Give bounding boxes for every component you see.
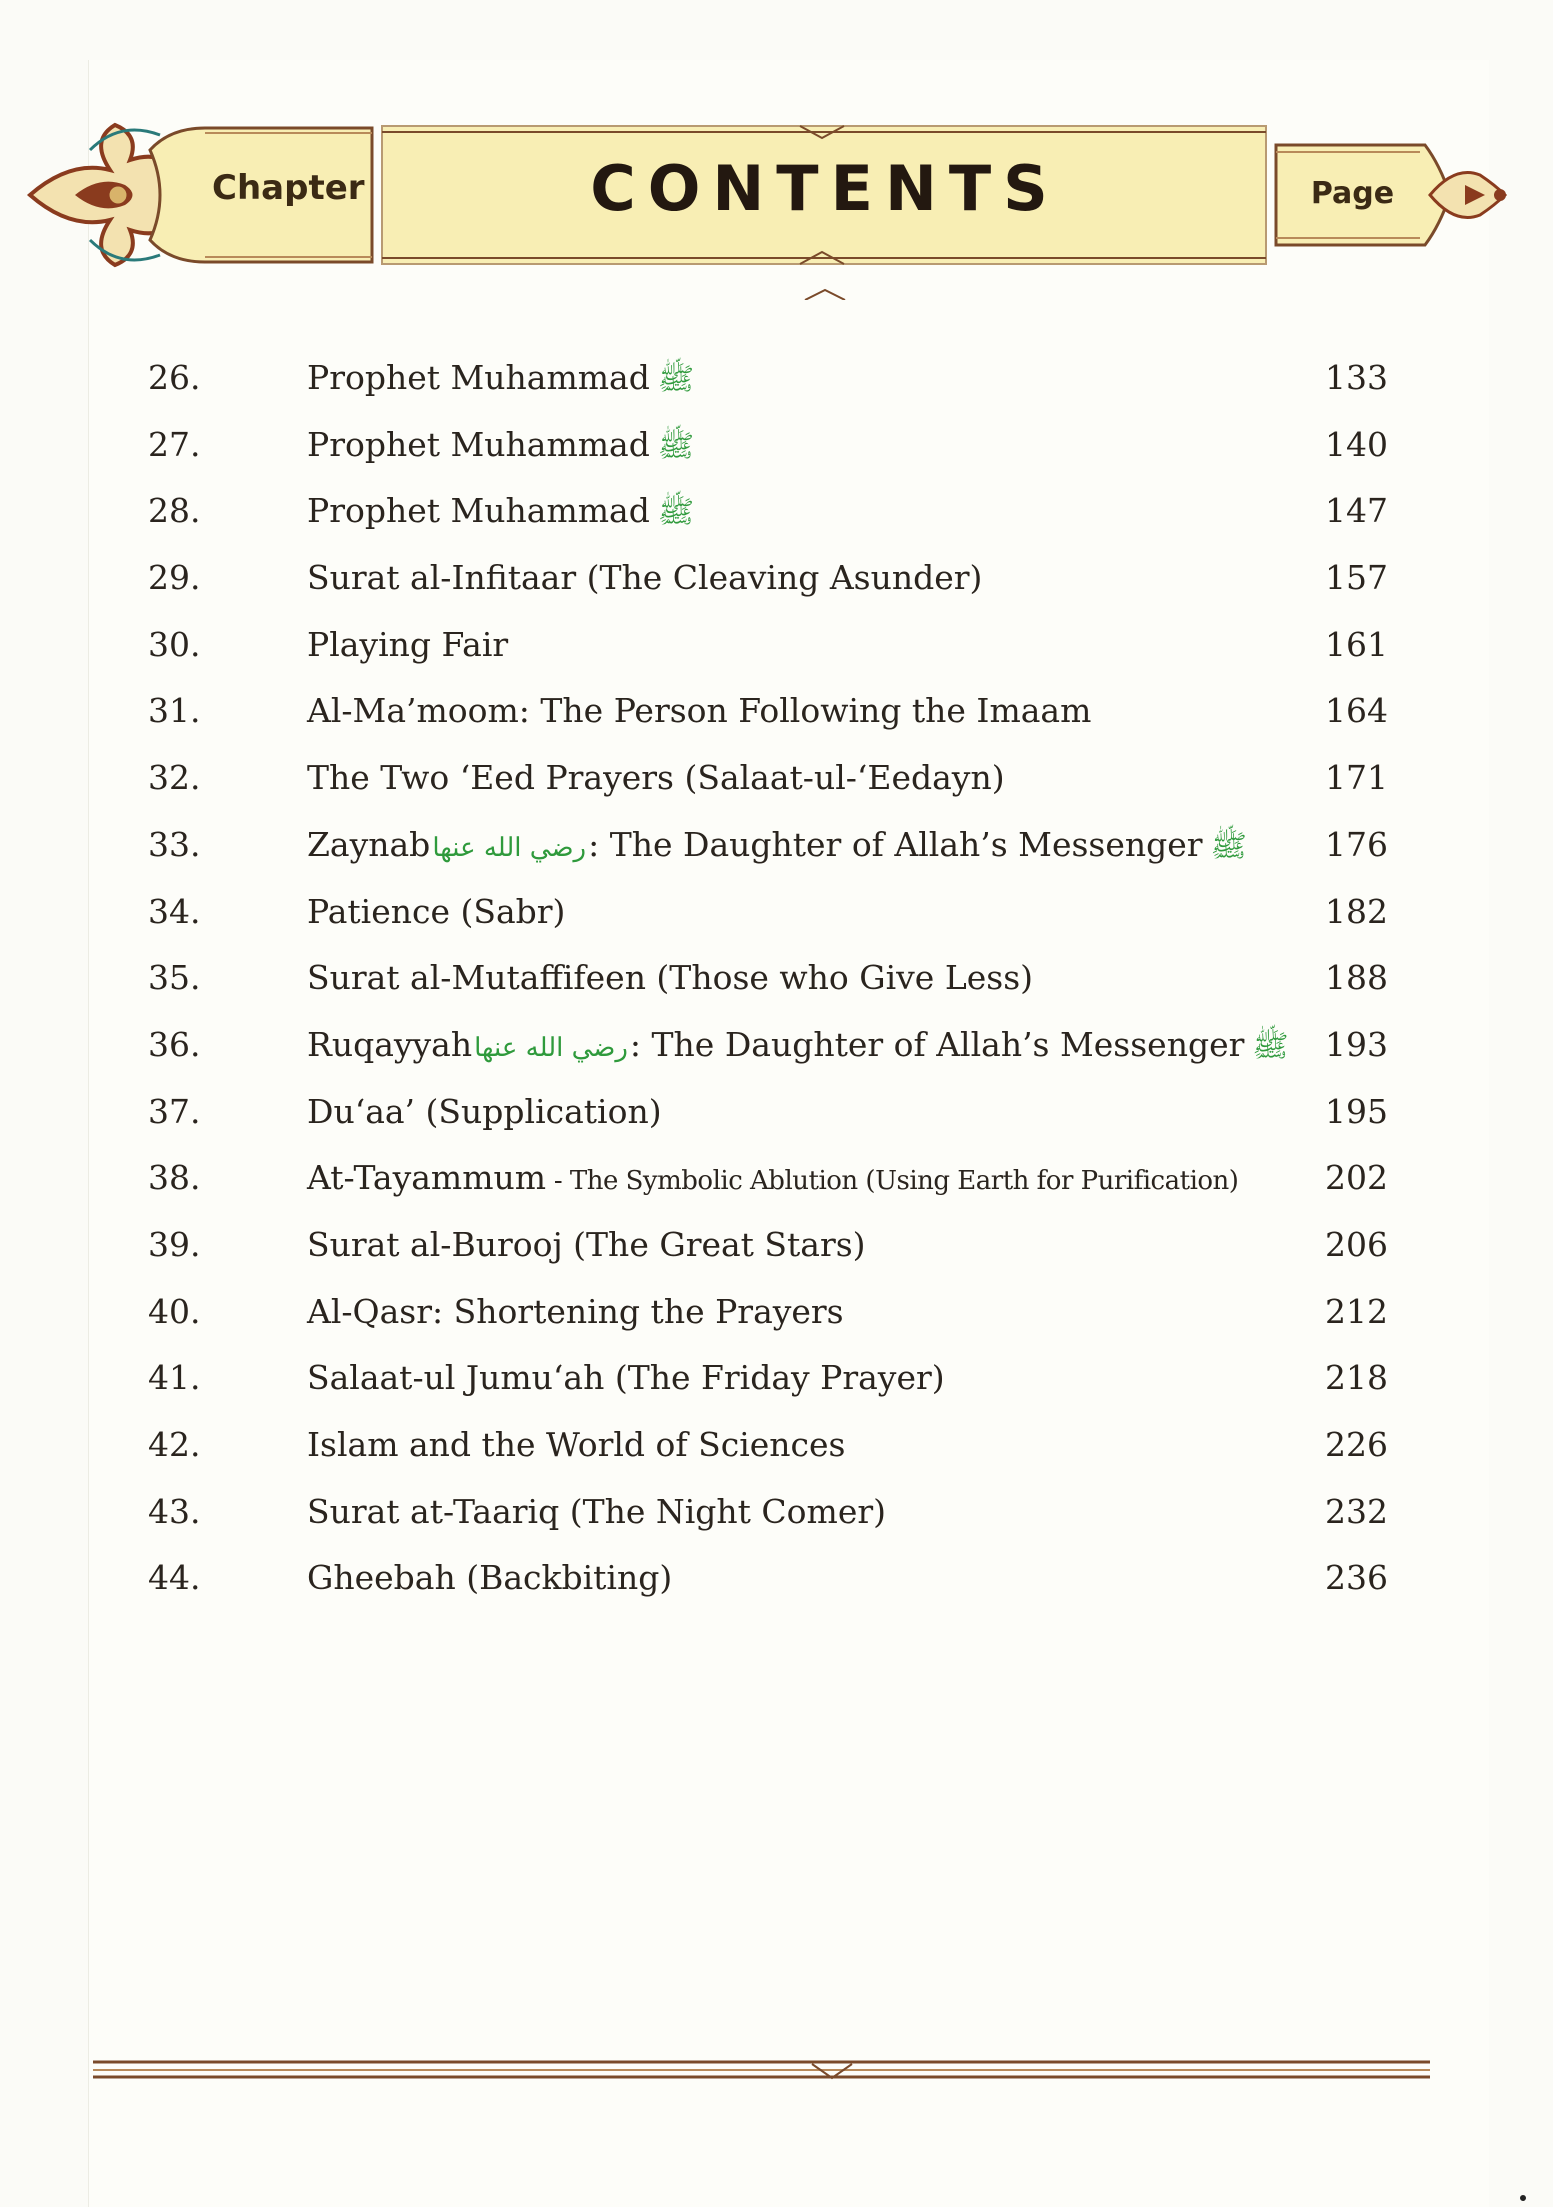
chapter-number: 41.: [148, 1358, 201, 1398]
toc-entry[interactable]: [0, 812, 1553, 879]
page-number: 202: [1325, 1158, 1388, 1198]
chapter-title: Zaynabرضي الله عنها: The Daughter of Allah’s Messenger ﷺ: [307, 812, 1247, 882]
chapter-title: Islam and the World of Sciences: [307, 1425, 846, 1464]
chapter-number: 29.: [148, 558, 201, 598]
chapter-title: Salaat-ul Jumu‘ah (The Friday Prayer): [307, 1358, 945, 1398]
page-number: 157: [1325, 558, 1388, 598]
chapter-number: 39.: [148, 1224, 201, 1264]
calligraphy-honorific-icon: ﷺ: [657, 428, 695, 464]
chapter-column-label: Chapter: [212, 168, 365, 208]
chapter-title: Ruqayyahرضي الله عنها: The Daughter of Allah’s Messenger ﷺ: [307, 1012, 1289, 1082]
chapter-number: 27.: [148, 424, 201, 464]
toc-entry[interactable]: [0, 879, 1553, 946]
bottom-divider: [0, 2050, 1553, 2090]
page-number: 232: [1325, 1491, 1388, 1531]
toc-list: [0, 345, 1553, 1612]
chapter-title: Prophet Muhammad ﷺ: [307, 345, 694, 414]
page-number: 140: [1325, 424, 1388, 464]
page-title: CONTENTS: [590, 152, 1060, 225]
toc-entry[interactable]: [0, 945, 1553, 1012]
chapter-title: Surat at-Taariq (The Night Comer): [307, 1491, 887, 1531]
page-column-label: Page: [1310, 176, 1395, 211]
toc-entry[interactable]: [0, 1279, 1553, 1346]
page-number: 188: [1325, 958, 1388, 998]
page-number: 195: [1325, 1091, 1388, 1131]
chapter-number: 42.: [148, 1425, 201, 1464]
chapter-title: At-Tayammum - The Symbolic Ablution (Using Earth for Purification): [307, 1158, 1239, 1198]
calligraphy-honorific-icon: ﷺ: [1210, 828, 1247, 864]
toc-entry[interactable]: [0, 678, 1553, 745]
chapter-subtitle: - The Symbolic Ablution (Using Earth for Purification): [546, 1166, 1239, 1197]
contents-header: [0, 0, 1553, 300]
page-number: 206: [1325, 1224, 1388, 1264]
chapter-number: 26.: [148, 358, 201, 397]
chapter-title: Surat al-Mutaffifeen (Those who Give Less): [307, 958, 1034, 998]
toc-entry[interactable]: [0, 1345, 1553, 1412]
chapter-number: 40.: [148, 1291, 201, 1331]
chapter-number: 28.: [148, 491, 201, 531]
chapter-number: 30.: [148, 624, 201, 664]
toc-entry[interactable]: [0, 1212, 1553, 1279]
chapter-title: The Two ‘Eed Prayers (Salaat-ul-‘Eedayn): [307, 758, 1005, 798]
chapter-number: 35.: [148, 958, 201, 998]
chapter-number: 37.: [148, 1091, 201, 1131]
toc-entry[interactable]: [0, 612, 1553, 679]
chapter-title: Du‘aa’ (Supplication): [307, 1091, 662, 1131]
toc-entry[interactable]: [0, 545, 1553, 612]
toc-entry[interactable]: [0, 1012, 1553, 1079]
toc-entry[interactable]: [0, 1545, 1553, 1612]
chapter-title: Prophet Muhammad ﷺ: [307, 478, 694, 547]
calligraphy-honorific-icon: رضي الله عنها: [432, 832, 587, 863]
chapter-number: 33.: [148, 824, 201, 864]
page-number: 164: [1325, 691, 1388, 731]
chapter-title: Surat al-Burooj (The Great Stars): [307, 1224, 866, 1264]
page-number: 147: [1325, 491, 1388, 531]
toc-entry[interactable]: [0, 345, 1553, 412]
page-number: 226: [1325, 1425, 1388, 1464]
toc-entry[interactable]: [0, 1145, 1553, 1212]
header-ornament: [0, 0, 1553, 300]
corner-mark: [1520, 2195, 1526, 2201]
chapter-title: Playing Fair: [307, 624, 509, 664]
toc-entry[interactable]: [0, 478, 1553, 545]
page-number: 182: [1325, 891, 1388, 931]
chapter-number: 36.: [148, 1024, 201, 1064]
calligraphy-honorific-icon: ﷺ: [1252, 1028, 1289, 1064]
toc-entry[interactable]: [0, 1479, 1553, 1546]
page-number: 161: [1325, 624, 1388, 664]
chapter-number: 31.: [148, 691, 201, 731]
chapter-number: 44.: [148, 1558, 201, 1598]
calligraphy-honorific-icon: ﷺ: [657, 495, 695, 531]
page-number: 176: [1325, 824, 1388, 864]
page-number: 218: [1325, 1358, 1388, 1398]
page-number: 212: [1325, 1291, 1388, 1331]
chapter-title: Al-Ma’moom: The Person Following the Imaam: [307, 691, 1092, 731]
page-number: 171: [1325, 758, 1388, 798]
page-number: 133: [1325, 358, 1388, 397]
chapter-title: Surat al-Infitaar (The Cleaving Asunder): [307, 558, 983, 598]
chapter-title: Al-Qasr: Shortening the Prayers: [307, 1291, 844, 1331]
toc-entry[interactable]: [0, 412, 1553, 479]
chapter-number: 34.: [148, 891, 201, 931]
calligraphy-honorific-icon: رضي الله عنها: [474, 1032, 628, 1063]
chapter-number: 32.: [148, 758, 201, 798]
calligraphy-honorific-icon: ﷺ: [657, 362, 695, 397]
page-number: 236: [1325, 1558, 1388, 1598]
chapter-title: Gheebah (Backbiting): [307, 1558, 673, 1598]
chapter-title: Prophet Muhammad ﷺ: [307, 412, 694, 481]
toc-entry[interactable]: [0, 1412, 1553, 1479]
chapter-number: 38.: [148, 1158, 201, 1198]
page-number: 193: [1325, 1024, 1388, 1064]
toc-entry[interactable]: [0, 745, 1553, 812]
chapter-number: 43.: [148, 1491, 201, 1531]
chapter-title: Patience (Sabr): [307, 891, 566, 931]
toc-entry[interactable]: [0, 1079, 1553, 1146]
